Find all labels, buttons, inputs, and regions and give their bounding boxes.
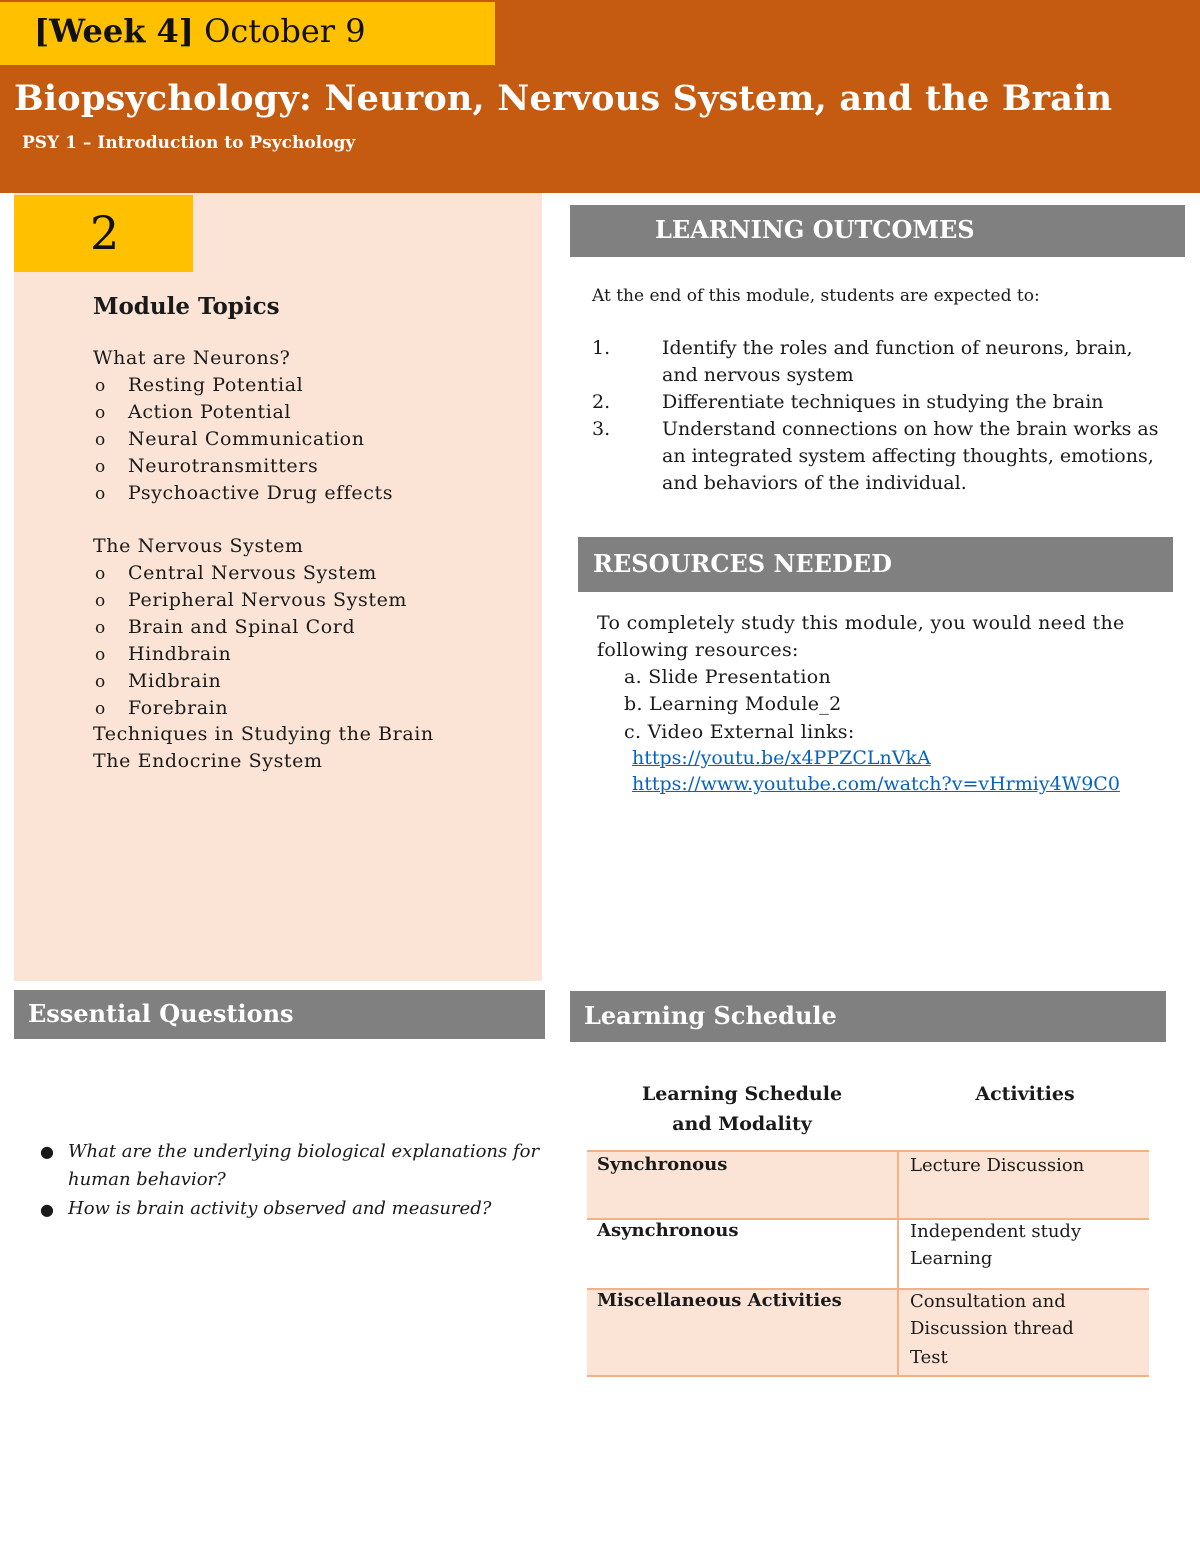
- course-subtitle: PSY 1 – Introduction to Psychology: [22, 133, 356, 153]
- modality-cell: Synchronous: [597, 1154, 728, 1175]
- outcome-text: Identify the roles and function of neurons, brain,: [662, 337, 1133, 359]
- bullet-icon: o: [95, 672, 106, 692]
- activity-cell: Learning: [910, 1248, 993, 1269]
- topic-item: Neural Communication: [128, 428, 365, 450]
- question-text: What are the underlying biological explanations for: [68, 1141, 540, 1162]
- activity-cell: Independent study: [910, 1221, 1082, 1242]
- topic-group-nervous-system: The Nervous System: [93, 535, 304, 557]
- topic-item: Brain and Spinal Cord: [128, 616, 356, 638]
- topic-item: Psychoactive Drug effects: [128, 482, 394, 504]
- question-text: How is brain activity observed and measured?: [68, 1198, 492, 1219]
- bullet-icon: o: [95, 699, 106, 719]
- bullet-icon: ●: [40, 1142, 54, 1161]
- activity-cell: Discussion thread: [910, 1318, 1074, 1339]
- video-link[interactable]: https://www.youtube.com/watch?v=vHrmiy4W9C0: [632, 773, 1120, 795]
- resources-title: RESOURCES NEEDED: [593, 549, 892, 578]
- topic-group-neurons: What are Neurons?: [93, 347, 291, 369]
- activity-cell: Lecture Discussion: [910, 1155, 1085, 1176]
- module-number: 2: [90, 206, 120, 260]
- resource-item: a. Slide Presentation: [624, 666, 832, 688]
- bullet-icon: o: [95, 457, 106, 477]
- topic-item: Resting Potential: [128, 374, 304, 396]
- outcome-text: Understand connections on how the brain works as: [662, 418, 1159, 440]
- outcome-number: 2.: [592, 391, 611, 413]
- bullet-icon: o: [95, 618, 106, 638]
- bullet-icon: o: [95, 403, 106, 423]
- week-number: [Week 4]: [34, 12, 194, 50]
- topic-item: Midbrain: [128, 670, 222, 692]
- bullet-icon: o: [95, 645, 106, 665]
- topic-item: Peripheral Nervous System: [128, 589, 408, 611]
- learning-outcomes-title: LEARNING OUTCOMES: [655, 215, 975, 244]
- outcome-number: 3.: [592, 418, 611, 440]
- topic-endocrine: The Endocrine System: [93, 750, 323, 772]
- outcome-number: 1.: [592, 337, 611, 359]
- resources-intro: To completely study this module, you would need the: [597, 612, 1125, 634]
- question-text: human behavior?: [68, 1169, 226, 1190]
- bullet-icon: o: [95, 376, 106, 396]
- week-date-label: [34, 12, 366, 50]
- topic-item: Action Potential: [128, 401, 292, 423]
- topic-item: Hindbrain: [128, 643, 232, 665]
- modality-cell: Miscellaneous Activities: [597, 1290, 842, 1311]
- column-header-modality: and Modality: [672, 1113, 812, 1135]
- outcome-text: and nervous system: [662, 364, 854, 386]
- table-border: [897, 1152, 899, 1376]
- activity-cell: Consultation and: [910, 1291, 1066, 1312]
- modality-cell: Asynchronous: [597, 1220, 739, 1241]
- bullet-icon: o: [95, 591, 106, 611]
- module-topics-heading: Module Topics: [93, 293, 280, 320]
- resource-item: c. Video External links:: [624, 721, 855, 743]
- outcome-text: an integrated system affecting thoughts, emotions,: [662, 445, 1154, 467]
- topic-item: Central Nervous System: [128, 562, 377, 584]
- session-date: October 9: [204, 12, 366, 50]
- topic-item: Forebrain: [128, 697, 229, 719]
- bullet-icon: o: [95, 484, 106, 504]
- activity-cell: Test: [910, 1347, 948, 1368]
- column-header-activities: Activities: [975, 1083, 1075, 1105]
- resources-intro: following resources:: [597, 639, 799, 661]
- page-title: Biopsychology: Neuron, Nervous System, and the Brain: [14, 78, 1113, 119]
- topic-techniques: Techniques in Studying the Brain: [93, 723, 434, 745]
- outcome-text: and behaviors of the individual.: [662, 472, 967, 494]
- topic-item: Neurotransmitters: [128, 455, 319, 477]
- bullet-icon: o: [95, 430, 106, 450]
- column-header-modality: Learning Schedule: [641, 1083, 843, 1105]
- table-border: [587, 1375, 1149, 1377]
- essential-questions-title: Essential Questions: [28, 999, 294, 1028]
- resource-item: b. Learning Module_2: [624, 693, 842, 715]
- bullet-icon: o: [95, 564, 106, 584]
- outcome-text: Differentiate techniques in studying the brain: [662, 391, 1104, 413]
- video-link[interactable]: https://youtu.be/x4PPZCLnVkA: [632, 747, 931, 769]
- bullet-icon: ●: [40, 1200, 54, 1219]
- learning-outcomes-intro: At the end of this module, students are expected to:: [592, 286, 1040, 306]
- learning-schedule-title: Learning Schedule: [584, 1001, 837, 1030]
